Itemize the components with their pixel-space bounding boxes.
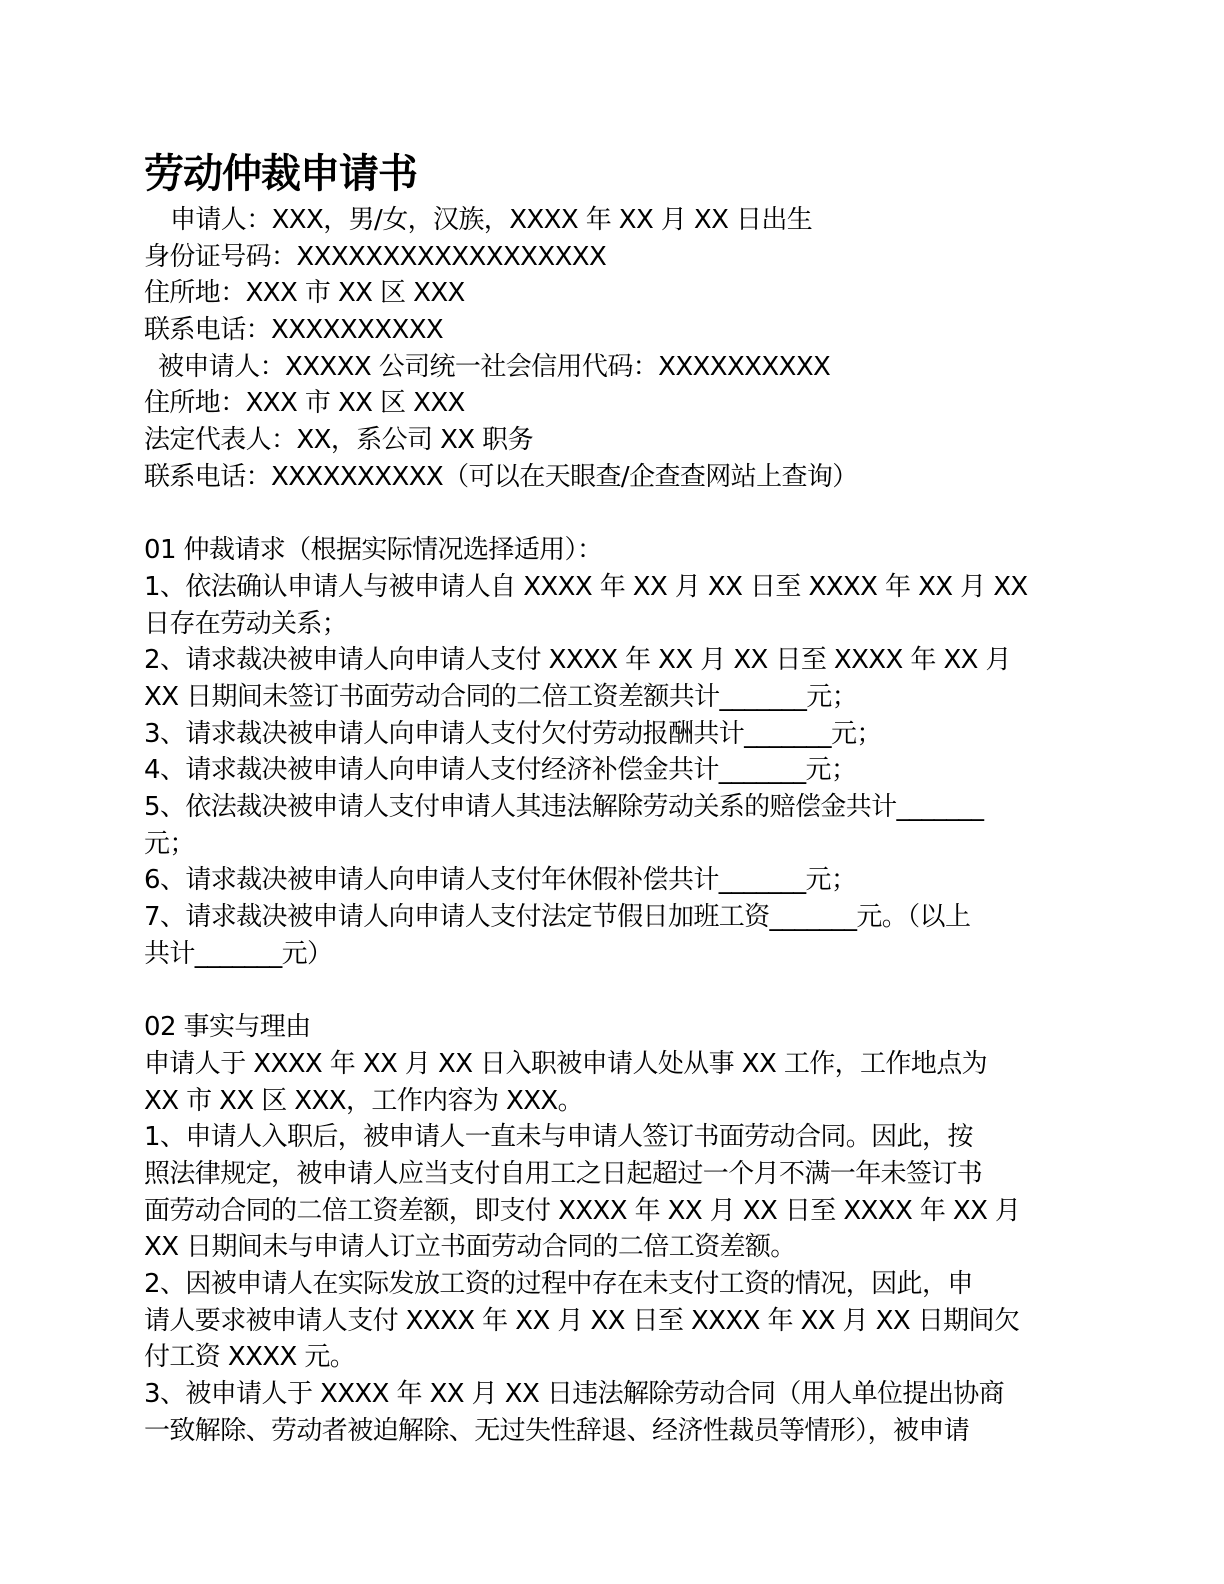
respondent-phone: 联系电话：XXXXXXXXXX（可以在天眼查/企查查网站上查询） [144, 461, 858, 492]
section-heading: 01 仲裁请求（根据实际情况选择适用）： [144, 535, 603, 566]
applicant-id-number: 身份证号码：XXXXXXXXXXXXXXXXXX [144, 241, 607, 272]
applicant-info [144, 202, 1074, 349]
section-arbitration-claims [144, 532, 1074, 972]
facts-line: 3、被申请人于 XXXX 年 XX 月 XX 日违法解除劳动合同（用人单位提出协商 [144, 1379, 1005, 1409]
claim-line: 6、请求裁决被申请人向申请人支付年休假补偿共计_______元； [144, 865, 857, 896]
document-title: 劳动仲裁申请书 [144, 151, 417, 197]
claim-line: 7、请求裁决被申请人向申请人支付法定节假日加班工资_______元。（以上 [144, 902, 971, 933]
facts-line: 照法律规定，被申请人应当支付自用工之日起超过一个月不满一年未签订书 [144, 1158, 983, 1189]
claim-line: 4、请求裁决被申请人向申请人支付经济补偿金共计_______元； [144, 755, 857, 786]
claim-line: 1、依法确认申请人与被申请人自 XXXX 年 XX 月 XX 日至 XXXX 年 XX 月 XX [144, 571, 1028, 602]
respondent-address: 住所地：XXX 市 XX 区 XXX [144, 388, 465, 419]
claim-line: XX 日期间未签订书面劳动合同的二倍工资差额共计_______元； [144, 681, 858, 712]
respondent-line: 被申请人：XXXXX 公司统一社会信用代码：XXXXXXXXXX [158, 351, 831, 382]
document-page [144, 146, 1074, 1449]
claim-line: 日存在劳动关系； [144, 608, 348, 639]
facts-line: 1、申请人入职后，被申请人一直未与申请人签订书面劳动合同。因此，按 [144, 1122, 973, 1153]
claim-line: 共计_______元） [144, 938, 333, 969]
applicant-line: 申请人：XXX，男/女，汉族，XXXX 年 XX 月 XX 日出生 [170, 205, 813, 235]
respondent-legal-rep: 法定代表人：XX，系公司 XX 职务 [144, 425, 533, 456]
facts-line: 申请人于 XXXX 年 XX 月 XX 日入职被申请人处从事 XX 工作，工作地点为 [144, 1048, 988, 1079]
section-heading: 02 事实与理由 [144, 1012, 311, 1043]
claim-line: 2、请求裁决被申请人向申请人支付 XXXX 年 XX 月 XX 日至 XXXX 年 XX 月 [144, 645, 1011, 676]
facts-line: 2、因被申请人在实际发放工资的过程中存在未支付工资的情况，因此，申 [144, 1268, 973, 1299]
facts-line: XX 市 XX 区 XXX，工作内容为 XXX。 [144, 1085, 584, 1116]
claim-line: 5、依法裁决被申请人支付申请人其违法解除劳动关系的赔偿金共计_______ [144, 792, 984, 822]
claim-line: 元； [144, 828, 195, 859]
facts-line: 付工资 XXXX 元。 [144, 1342, 356, 1373]
claim-line: 3、请求裁决被申请人向申请人支付欠付劳动报酬共计_______元； [144, 718, 882, 749]
section-facts-and-reasons [144, 1009, 1074, 1449]
facts-line: 一致解除、劳动者被迫解除、无过失性辞退、经济性裁员等情形），被申请 [144, 1415, 970, 1446]
facts-line: 请人要求被申请人支付 XXXX 年 XX 月 XX 日至 XXXX 年 XX 月 XX 日期间欠 [144, 1305, 1020, 1336]
spacer [144, 496, 1074, 533]
facts-line: XX 日期间未与申请人订立书面劳动合同的二倍工资差额。 [144, 1232, 796, 1263]
applicant-address: 住所地：XXX 市 XX 区 XXX [144, 278, 465, 309]
applicant-phone: 联系电话：XXXXXXXXXX [144, 315, 444, 346]
facts-line: 面劳动合同的二倍工资差额，即支付 XXXX 年 XX 月 XX 日至 XXXX 年 XX 月 [144, 1195, 1021, 1226]
spacer [144, 972, 1074, 1009]
respondent-info [144, 349, 1074, 496]
